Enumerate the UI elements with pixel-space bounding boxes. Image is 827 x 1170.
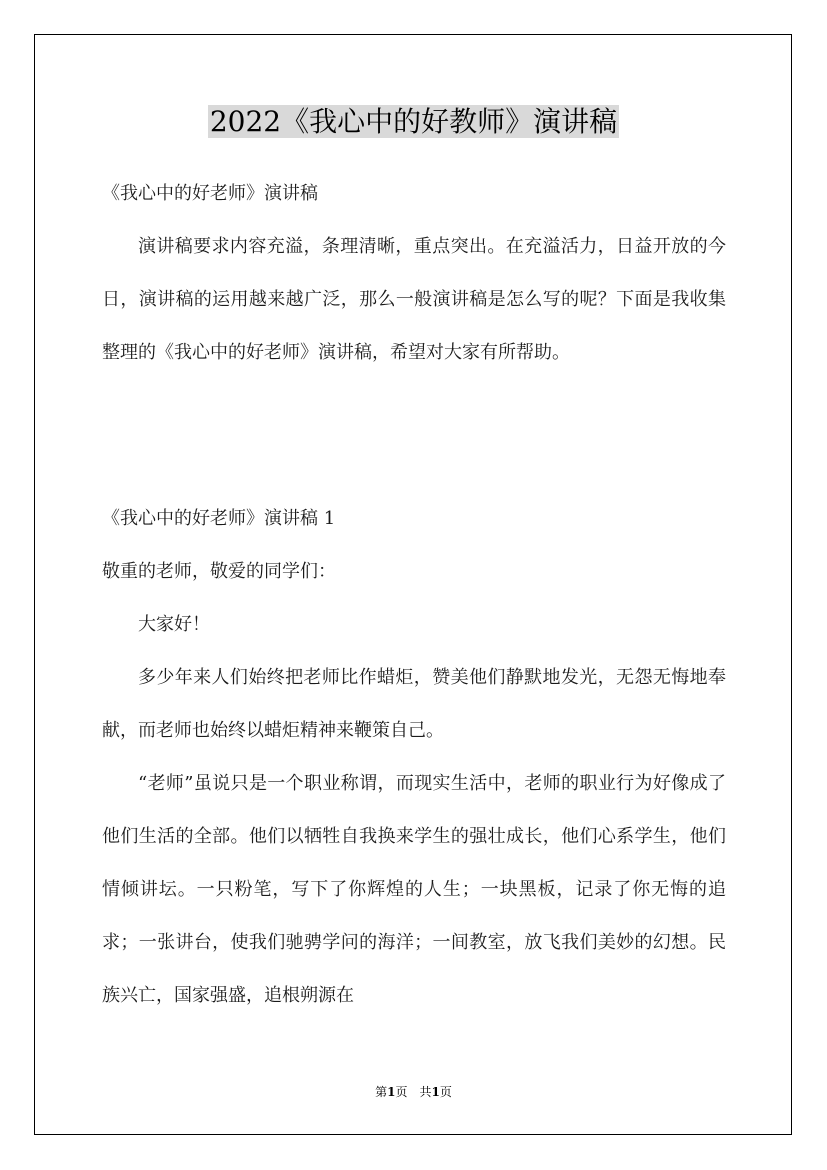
subtitle: 《我心中的好老师》演讲稿 [102,183,318,204]
footer-page-number: 1 [387,1085,396,1099]
intro-paragraph: 演讲稿要求内容充溢，条理清晰，重点突出。在充溢活力，日益开放的今日，演讲稿的运用越来越广泛，那么一般演讲稿是怎么写的呢？下面是我收集整理的《我心中的好老师》演讲稿，希望对大家有所帮助。 [102,236,726,363]
body-paragraph-2: “老师”虽说只是一个职业称谓，而现实生活中，老师的职业行为好像成了他们生活的全部。他们以牺牲自我换来学生的强壮成长，他们心系学生，他们情倾讲坛。一只粉笔，写下了你辉煌的人生；一块黑板，记录了你无悔的追求；一张讲台，使我们驰骋学问的海洋；一间教室，放飞我们美妙的幻想。民族兴亡，国家强盛，追根朔源在 [102,773,726,1006]
footer-page-suffix: 页 [439,1085,452,1099]
greeting: 大家好！ [138,614,210,635]
document-title-wrapper [0,98,827,146]
document-title: 2022《我心中的好教师》演讲稿 [209,105,618,138]
footer-page-mid: 页 共 [395,1085,432,1099]
footer-page-prefix: 第 [375,1085,388,1099]
section-heading: 《我心中的好老师》演讲稿 1 [102,508,336,529]
salutation: 敬重的老师，敬爱的同学们： [102,561,336,582]
footer-page-total: 1 [431,1085,440,1099]
page-footer [0,1083,827,1100]
body-paragraph-1: 多少年来人们始终把老师比作蜡炬，赞美他们静默地发光，无怨无悔地奉献，而老师也始终以蜡炬精神来鞭策自己。 [102,667,726,741]
